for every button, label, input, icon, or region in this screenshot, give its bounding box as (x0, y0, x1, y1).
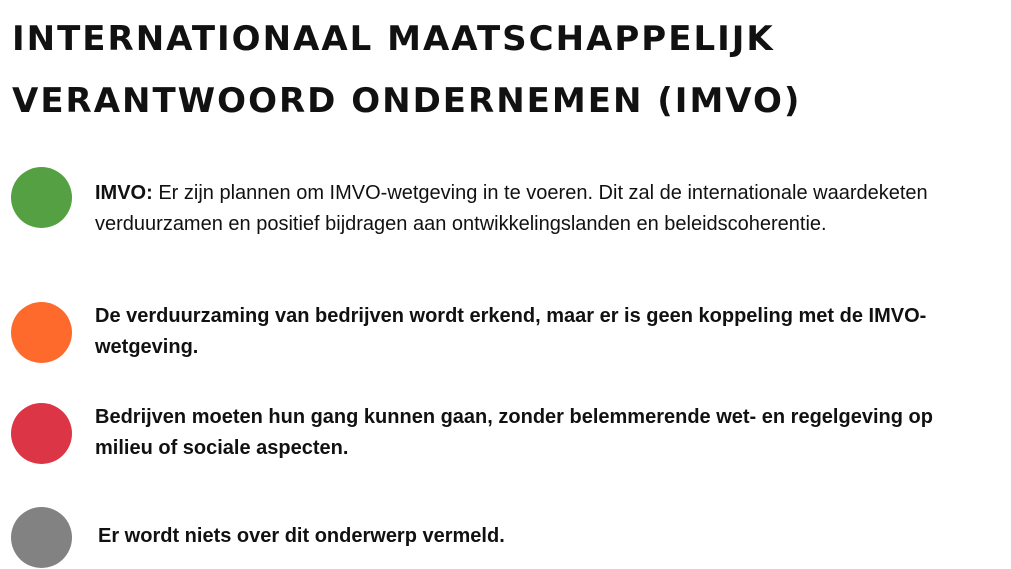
legend-item-orange: De verduurzaming van bedrijven wordt erkend, maar er is geen koppeling met de IMVO-wetgeving. (95, 305, 927, 358)
page-title (12, 8, 992, 132)
status-dot-gray (11, 507, 72, 568)
legend-item-description: Er zijn plannen om IMVO-wetgeving in te voeren. Dit zal de internationale waardeketen verduurzamen en positief bijdragen aan ontwikkelingslanden en beleidscoherentie. (95, 182, 928, 235)
page-title-line-1: INTERNATIONAAL MAATSCHAPPELIJK (12, 19, 775, 59)
status-dot-red (11, 403, 72, 464)
page-title-line-2: VERANTWOORD ONDERNEMEN (IMVO) (12, 81, 802, 121)
status-dot-green (11, 167, 72, 228)
legend-item-label: IMVO: (95, 182, 153, 204)
legend-item-green (95, 178, 935, 240)
legend-item-red: Bedrijven moeten hun gang kunnen gaan, zonder belemmerende wet- en regelgeving op milieu of sociale aspecten. (95, 406, 933, 459)
status-dot-orange (11, 302, 72, 363)
legend-item-gray: Er wordt niets over dit onderwerp vermeld. (98, 525, 505, 547)
